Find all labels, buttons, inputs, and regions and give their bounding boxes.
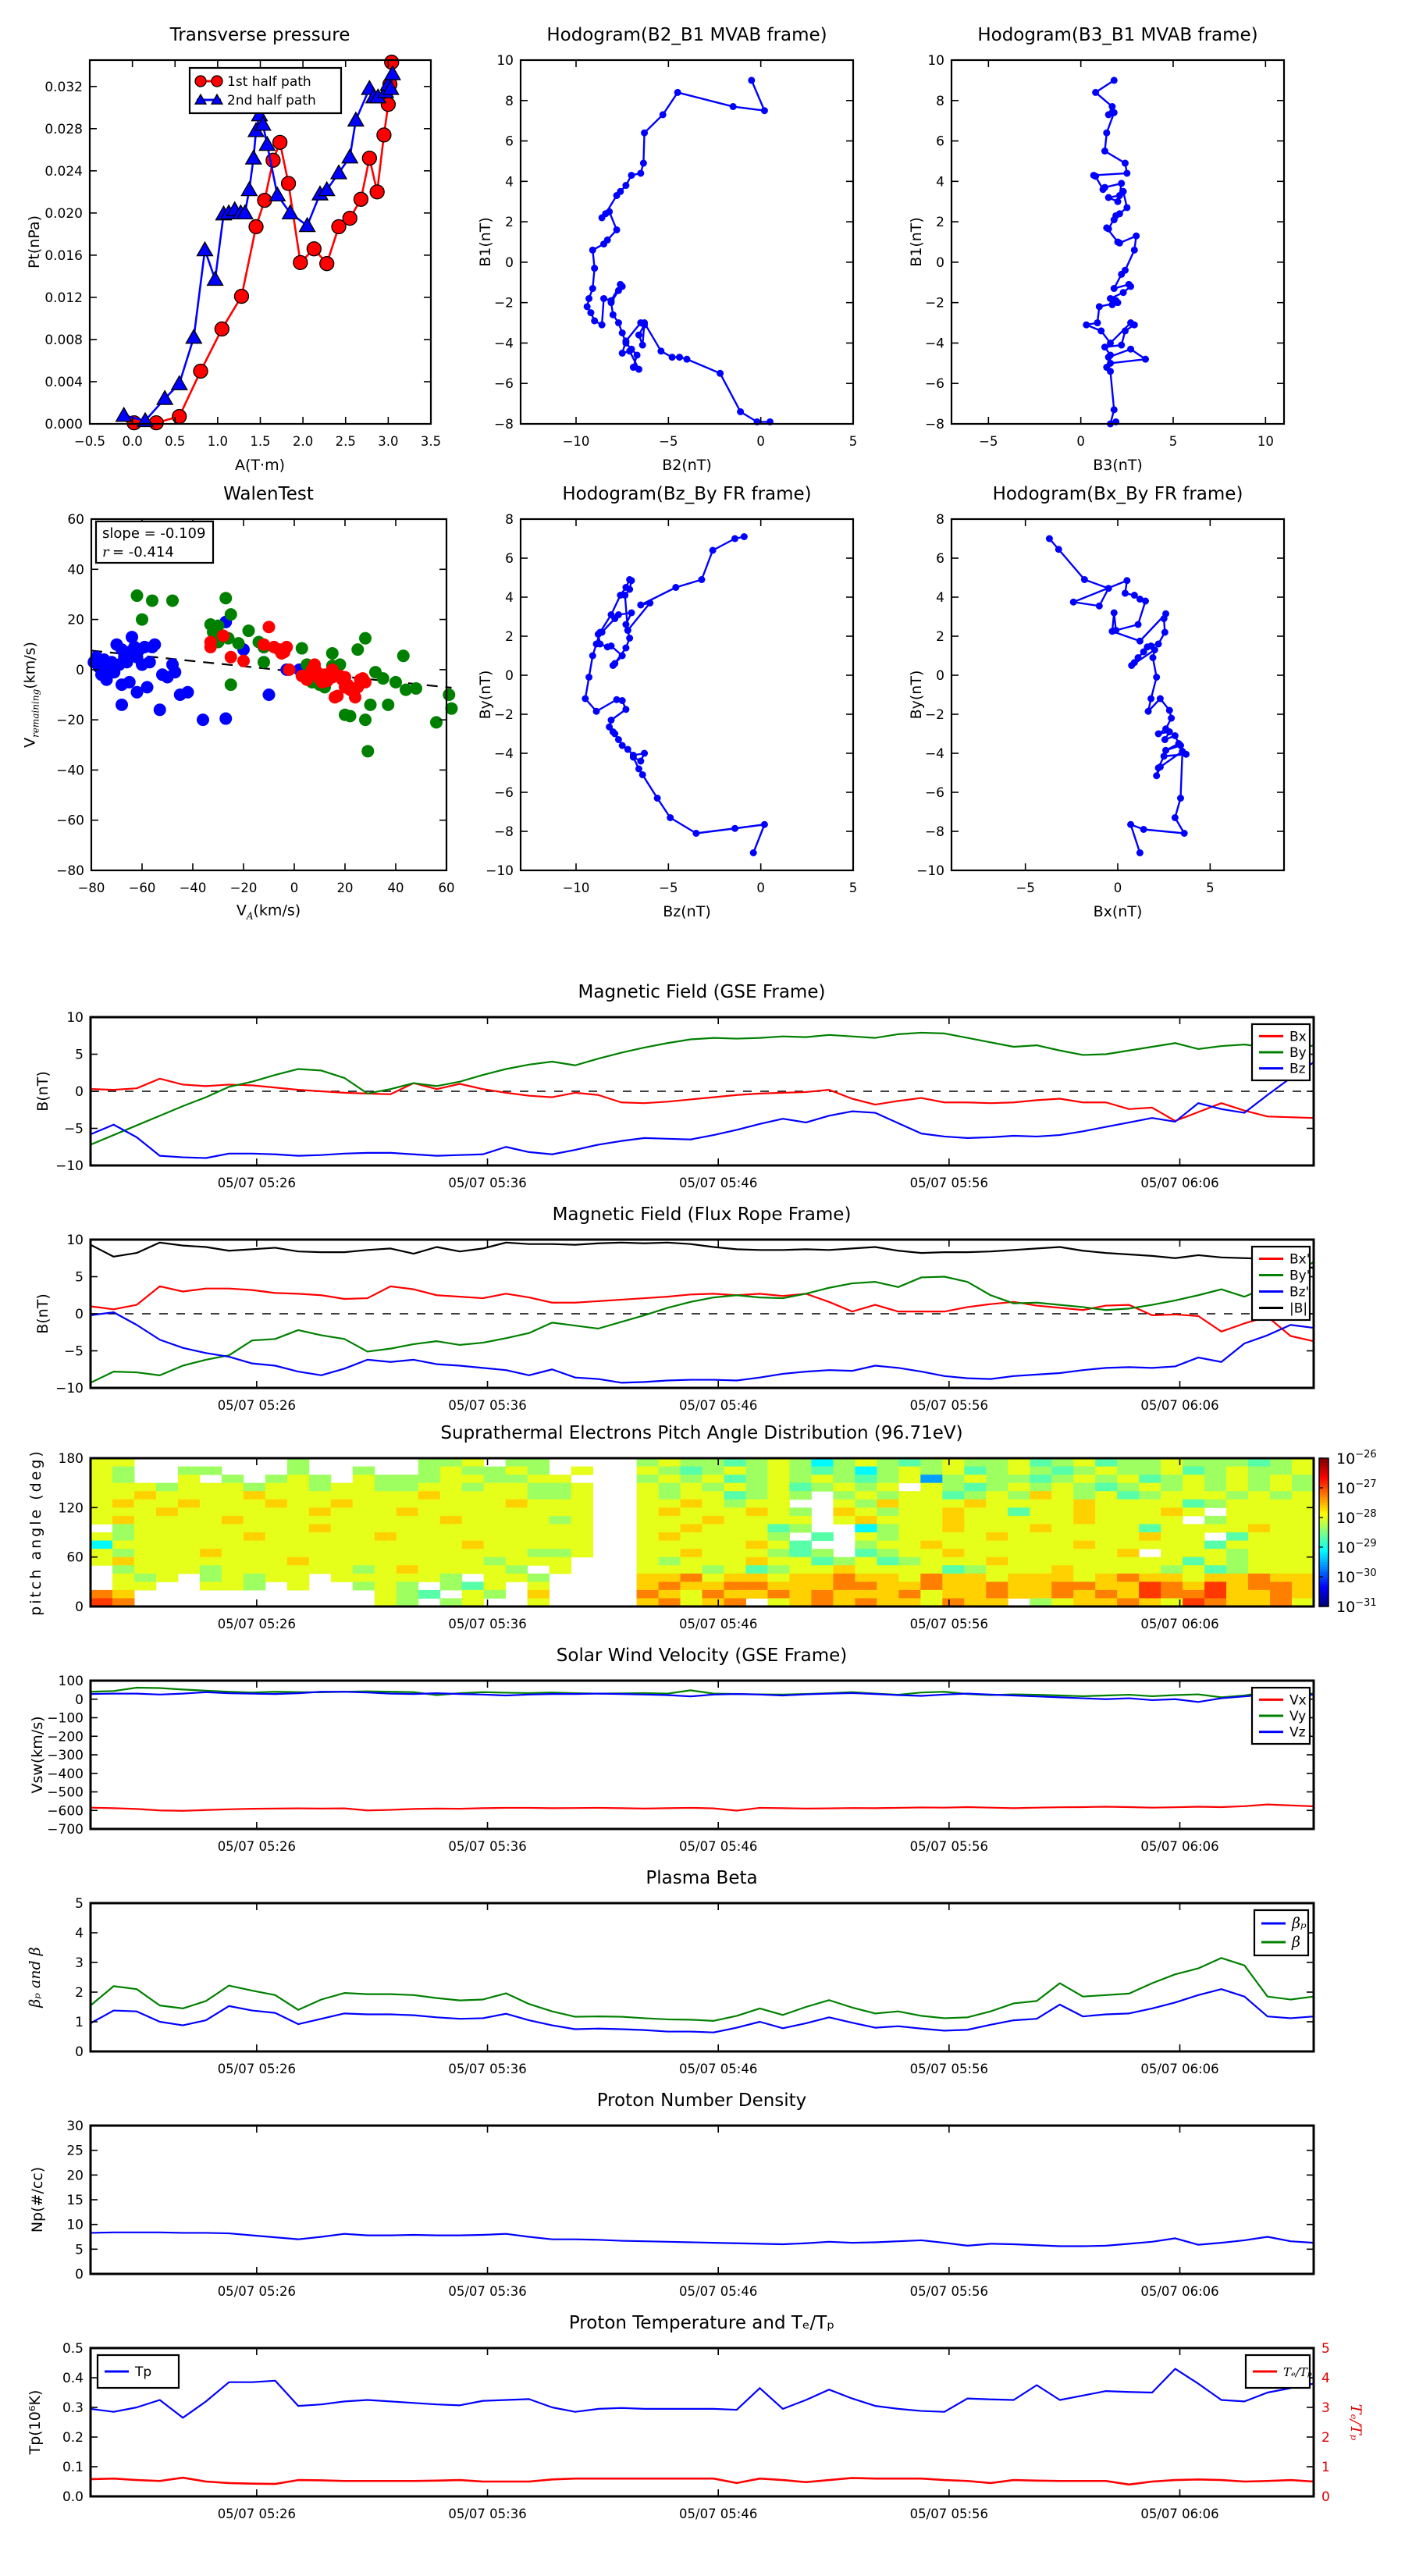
ylabel-bnt-gse: B(nT): [34, 1071, 52, 1112]
svg-text:5: 5: [848, 881, 858, 895]
svg-text:05/07 05:46: 05/07 05:46: [679, 1398, 758, 1413]
svg-text:−40: −40: [56, 763, 84, 779]
ylabel-pitch: pitch angle (deg): [27, 1449, 44, 1616]
svg-text:0: 0: [290, 881, 299, 895]
svg-text:6: 6: [505, 551, 514, 567]
svg-text:0.0: 0.0: [122, 434, 143, 449]
xlabel-b3: B3(nT): [1093, 457, 1143, 474]
svg-text:6: 6: [936, 551, 944, 567]
svg-text:−300: −300: [47, 1748, 84, 1763]
svg-text:05/07 06:06: 05/07 06:06: [1140, 2062, 1219, 2076]
svg-text:60: 60: [438, 881, 455, 895]
panel-vsw: [47, 1674, 1314, 1854]
svg-text:2: 2: [75, 1985, 84, 2001]
svg-text:−10: −10: [55, 1158, 84, 1174]
svg-text:2: 2: [1321, 2430, 1330, 2446]
svg-text:0: 0: [505, 254, 514, 271]
ylabel-pt: Pt(nPa): [26, 215, 43, 269]
svg-text:−5: −5: [63, 1343, 84, 1360]
svg-text:0: 0: [1321, 2489, 1330, 2505]
svg-text:−8: −8: [924, 417, 944, 432]
svg-text:4: 4: [936, 590, 944, 606]
svg-text:20: 20: [336, 881, 354, 895]
ylabel-b1-right: B1(nT): [908, 217, 925, 267]
svg-text:30: 30: [66, 2119, 84, 2134]
svg-text:05/07 06:06: 05/07 06:06: [1140, 2507, 1219, 2521]
svg-text:10: 10: [66, 1233, 84, 1248]
svg-text:8: 8: [936, 93, 944, 109]
svg-text:5: 5: [1206, 881, 1215, 895]
svg-text:−60: −60: [56, 813, 84, 829]
svg-text:6: 6: [505, 133, 514, 150]
ylabel-vsw: Vsw(km/s): [29, 1716, 46, 1794]
xlabel-bz: Bz(nT): [663, 903, 711, 920]
svg-text:05/07 05:36: 05/07 05:36: [448, 1398, 527, 1413]
svg-text:r: r: [102, 544, 109, 560]
svg-text:2: 2: [505, 215, 514, 231]
svg-text:05/07 06:06: 05/07 06:06: [1140, 1176, 1219, 1190]
svg-text:8: 8: [936, 512, 944, 528]
svg-text:05/07 05:36: 05/07 05:36: [448, 1176, 527, 1190]
svg-text:−4: −4: [493, 746, 514, 762]
svg-text:Bx: Bx: [1289, 1029, 1307, 1045]
svg-text:−6: −6: [924, 785, 944, 801]
svg-text:1: 1: [75, 2015, 84, 2030]
svg-text:By': By': [1289, 1268, 1311, 1284]
svg-text:−400: −400: [47, 1766, 84, 1782]
xlabel-bx: Bx(nT): [1093, 903, 1143, 920]
svg-text:4: 4: [505, 590, 514, 606]
svg-text:1st half path: 1st half path: [227, 74, 311, 90]
svg-text:05/07 06:06: 05/07 06:06: [1140, 1839, 1219, 1854]
svg-text:slope = -0.109: slope = -0.109: [102, 525, 206, 542]
svg-text:05/07 05:56: 05/07 05:56: [909, 2062, 989, 2076]
svg-text:05/07 05:56: 05/07 05:56: [909, 1176, 989, 1190]
svg-text:60: 60: [66, 1550, 84, 1566]
svg-text:0: 0: [756, 881, 765, 895]
svg-text:0: 0: [76, 662, 84, 678]
svg-text:Bz': Bz': [1289, 1284, 1310, 1300]
title-transverse-pressure: Transverse pressure: [169, 25, 350, 45]
svg-text:10−27: $10^{-27}$: [1336, 1478, 1377, 1497]
svg-text:−80: −80: [56, 863, 84, 879]
svg-text:10−30: $10^{-30}$: [1336, 1567, 1377, 1586]
svg-text:0.2: 0.2: [62, 2430, 84, 2446]
xlabel-va: $V_A(km/s)$: [236, 902, 301, 922]
title-beta: Plasma Beta: [646, 1868, 758, 1888]
svg-text:1.0: 1.0: [207, 434, 228, 449]
svg-text:2nd half path: 2nd half path: [227, 93, 316, 109]
svg-text:0.012: 0.012: [44, 290, 83, 306]
svg-text:4: 4: [505, 174, 514, 190]
svg-text:3: 3: [1321, 2400, 1330, 2416]
svg-text:10−31: $10^{-31}$: [1336, 1597, 1377, 1616]
svg-text:0.032: 0.032: [44, 79, 83, 95]
svg-text:6: 6: [936, 133, 944, 150]
svg-text:−5: −5: [979, 434, 998, 449]
panel-walen: [56, 512, 457, 895]
svg-text:−4: −4: [924, 336, 944, 352]
svg-text:05/07 05:26: 05/07 05:26: [217, 2062, 297, 2076]
svg-text:60: 60: [67, 512, 84, 528]
svg-text:05/07 05:46: 05/07 05:46: [679, 1176, 758, 1190]
panel-temp: [62, 2341, 1330, 2521]
panel-hodo_b3b1: [925, 53, 1284, 449]
title-mag-gse: Magnetic Field (GSE Frame): [578, 982, 826, 1002]
svg-text:5: 5: [75, 2242, 84, 2258]
svg-text:0.5: 0.5: [62, 2341, 84, 2357]
svg-text:1: 1: [1321, 2460, 1330, 2475]
title-hodogram-bxby: Hodogram(Bx_By FR frame): [992, 484, 1243, 504]
svg-text:8: 8: [505, 93, 514, 109]
svg-text:40: 40: [67, 562, 84, 578]
svg-text:0: 0: [75, 2044, 84, 2060]
svg-text:|B|: |B|: [1289, 1300, 1308, 1317]
svg-text:−600: −600: [47, 1803, 84, 1820]
svg-text:−8: −8: [924, 824, 944, 840]
svg-text:20: 20: [66, 2168, 84, 2184]
svg-text:4: 4: [75, 1926, 84, 1941]
svg-text:5: 5: [75, 1269, 84, 1286]
svg-text:4: 4: [936, 174, 944, 190]
svg-text:05/07 05:46: 05/07 05:46: [679, 2062, 758, 2076]
svg-text:2.5: 2.5: [335, 434, 356, 449]
svg-text:100: 100: [58, 1674, 84, 1689]
svg-text:05/07 05:56: 05/07 05:56: [909, 1398, 989, 1413]
svg-text:0: 0: [1113, 881, 1122, 895]
ylabel-vremaining: $V_{remaining}(km/s)$: [21, 642, 41, 748]
svg-text:2.0: 2.0: [293, 434, 314, 449]
svg-text:3.5: 3.5: [420, 434, 442, 449]
svg-text:05/07 05:56: 05/07 05:56: [909, 2284, 989, 2299]
svg-text:05/07 05:46: 05/07 05:46: [679, 2507, 758, 2521]
panel-hodo_bzby: [486, 512, 857, 895]
svg-text:10−29: $10^{-29}$: [1336, 1538, 1377, 1557]
panel-mag_fr: [55, 1233, 1314, 1413]
svg-text:3.0: 3.0: [378, 434, 399, 449]
svg-text:10: 10: [496, 53, 514, 69]
svg-text:05/07 05:26: 05/07 05:26: [217, 1398, 297, 1413]
svg-text:β: β: [1292, 1934, 1300, 1951]
title-density: Proton Number Density: [596, 2090, 807, 2111]
ylabel-by-left: By(nT): [477, 670, 494, 720]
svg-text:−500: −500: [47, 1784, 84, 1801]
svg-text:−0.5: −0.5: [73, 434, 106, 449]
panel-press: [44, 55, 441, 449]
svg-text:05/07 05:26: 05/07 05:26: [217, 1176, 297, 1190]
svg-text:0.016: 0.016: [44, 247, 83, 264]
ylabel-bnt-fr: B(nT): [34, 1293, 52, 1334]
svg-text:0: 0: [75, 1307, 84, 1322]
svg-text:05/07 05:36: 05/07 05:36: [448, 2284, 527, 2299]
panel-pad: [59, 1449, 1377, 1631]
svg-text:−5: −5: [63, 1121, 84, 1137]
svg-text:20: 20: [67, 612, 84, 628]
title-walentest: WalenTest: [223, 484, 314, 504]
svg-text:25: 25: [66, 2143, 84, 2159]
svg-text:5: 5: [1321, 2341, 1330, 2357]
ylabel-by-right: By(nT): [908, 670, 925, 720]
svg-text:05/07 05:46: 05/07 05:46: [679, 2284, 758, 2299]
svg-text:0.4: 0.4: [62, 2371, 84, 2386]
title-hodogram-bzby: Hodogram(Bz_By FR frame): [562, 484, 812, 504]
svg-text:0.1: 0.1: [62, 2460, 84, 2475]
svg-text:−60: −60: [128, 881, 156, 895]
svg-text:−10: −10: [55, 1381, 84, 1397]
svg-text:8: 8: [505, 512, 514, 528]
panel-beta: [75, 1896, 1314, 2076]
svg-text:−700: −700: [47, 1822, 84, 1838]
svg-text:−10: −10: [486, 863, 514, 879]
svg-text:−5: −5: [659, 881, 678, 895]
svg-text:0: 0: [75, 1692, 84, 1708]
svg-text:Vx: Vx: [1289, 1692, 1307, 1709]
title-hodogram-b3b1: Hodogram(B3_B1 MVAB frame): [977, 25, 1258, 45]
svg-text:−10: −10: [562, 881, 590, 895]
svg-text:1.5: 1.5: [250, 434, 271, 449]
svg-text:05/07 05:36: 05/07 05:36: [448, 2062, 527, 2076]
svg-text:10: 10: [66, 1010, 84, 1026]
svg-text:βₚ: βₚ: [1292, 1915, 1307, 1932]
xlabel-b2: B2(nT): [662, 457, 712, 474]
svg-text:10: 10: [1257, 434, 1274, 449]
svg-text:0.028: 0.028: [44, 121, 83, 137]
svg-text:0.004: 0.004: [44, 374, 83, 390]
svg-text:−40: −40: [179, 881, 207, 895]
svg-text:−8: −8: [493, 824, 514, 840]
panel-density: [66, 2119, 1314, 2299]
svg-text:Vy: Vy: [1289, 1709, 1307, 1724]
svg-text:−4: −4: [924, 746, 944, 762]
svg-text:05/07 06:06: 05/07 06:06: [1140, 1398, 1219, 1413]
ylabel-tp: Tp(10⁶K): [27, 2389, 44, 2455]
svg-text:05/07 05:46: 05/07 05:46: [679, 1839, 758, 1854]
svg-text:05/07 05:26: 05/07 05:26: [217, 2507, 297, 2521]
title-temperature: Proton Temperature and Tₑ/Tₚ: [568, 2313, 835, 2333]
svg-text:−6: −6: [924, 376, 944, 393]
svg-text:5: 5: [75, 1047, 84, 1063]
svg-text:−80: −80: [77, 881, 105, 895]
svg-text:−6: −6: [493, 785, 514, 801]
svg-text:−5: −5: [659, 434, 678, 449]
ylabel-tetp: Tₑ/Tₚ: [1347, 2403, 1364, 2441]
ylabel-b1-left: B1(nT): [477, 217, 494, 267]
svg-text:Bx': Bx': [1289, 1251, 1311, 1268]
svg-text:−4: −4: [493, 336, 514, 352]
svg-text:05/07 06:06: 05/07 06:06: [1140, 2284, 1219, 2299]
svg-text:0: 0: [756, 434, 765, 449]
svg-text:−6: −6: [493, 376, 514, 393]
ylabel-np: Np(#/cc): [29, 2166, 46, 2233]
svg-text:0: 0: [75, 1599, 84, 1615]
title-mag-fr: Magnetic Field (Flux Rope Frame): [552, 1204, 852, 1225]
panel-hodo_b2b1: [494, 53, 857, 449]
panel-hodo_bxby: [916, 512, 1284, 895]
svg-text:0: 0: [1076, 434, 1085, 449]
svg-text:0: 0: [75, 1084, 84, 1100]
svg-text:= -0.414: = -0.414: [112, 544, 174, 560]
svg-text:−2: −2: [924, 707, 944, 723]
svg-text:15: 15: [66, 2193, 84, 2208]
ylabel-beta: βₚ and β: [27, 1947, 44, 2008]
svg-text:2: 2: [936, 629, 944, 645]
svg-text:−200: −200: [47, 1729, 84, 1745]
svg-text:Vz: Vz: [1289, 1724, 1306, 1741]
svg-text:−2: −2: [493, 707, 514, 723]
svg-text:0: 0: [936, 668, 944, 684]
svg-text:0.5: 0.5: [165, 434, 186, 449]
svg-text:5: 5: [1168, 434, 1178, 449]
svg-text:−100: −100: [47, 1710, 84, 1727]
svg-text:40: 40: [387, 881, 404, 895]
svg-text:180: 180: [58, 1451, 84, 1467]
svg-text:3: 3: [75, 1955, 84, 1971]
svg-text:05/07 06:06: 05/07 06:06: [1140, 1617, 1219, 1631]
svg-text:−8: −8: [493, 417, 514, 432]
svg-text:05/07 05:26: 05/07 05:26: [217, 1617, 297, 1631]
svg-text:Tₑ/Tₚ: Tₑ/Tₚ: [1283, 2365, 1312, 2379]
svg-text:05/07 05:36: 05/07 05:36: [448, 1617, 527, 1631]
svg-text:−10: −10: [916, 863, 944, 879]
svg-text:−10: −10: [562, 434, 590, 449]
svg-text:120: 120: [58, 1500, 84, 1517]
svg-text:0.3: 0.3: [62, 2400, 84, 2416]
svg-text:Tp: Tp: [135, 2364, 152, 2380]
svg-text:05/07 05:26: 05/07 05:26: [217, 1839, 297, 1854]
svg-text:05/07 05:56: 05/07 05:56: [909, 2507, 989, 2521]
svg-text:0: 0: [75, 2267, 84, 2282]
svg-text:0: 0: [936, 254, 944, 271]
panel-mag_gse: [55, 1010, 1314, 1190]
svg-text:0.000: 0.000: [44, 417, 83, 432]
svg-text:4: 4: [1321, 2371, 1330, 2386]
svg-text:0.024: 0.024: [44, 163, 83, 180]
svg-text:By: By: [1289, 1045, 1307, 1061]
svg-text:−2: −2: [493, 295, 514, 311]
svg-text:05/07 05:36: 05/07 05:36: [448, 2507, 527, 2521]
svg-text:5: 5: [75, 1896, 84, 1912]
svg-text:−20: −20: [56, 713, 84, 729]
svg-text:05/07 05:26: 05/07 05:26: [217, 2284, 297, 2299]
svg-text:05/07 05:56: 05/07 05:56: [909, 1617, 989, 1631]
svg-text:2: 2: [936, 215, 944, 231]
svg-text:10−28: $10^{-28}$: [1336, 1508, 1377, 1527]
title-pad: Suprathermal Electrons Pitch Angle Distribution (96.71eV): [440, 1423, 963, 1443]
svg-text:Bz: Bz: [1289, 1061, 1306, 1077]
svg-text:0.020: 0.020: [44, 205, 83, 222]
svg-text:−2: −2: [924, 295, 944, 311]
svg-text:10: 10: [66, 2217, 84, 2233]
svg-text:10: 10: [927, 53, 944, 69]
title-hodogram-b2b1: Hodogram(B2_B1 MVAB frame): [546, 25, 827, 45]
svg-text:0.008: 0.008: [44, 332, 83, 348]
svg-text:0.0: 0.0: [62, 2489, 84, 2505]
svg-text:−5: −5: [1016, 881, 1035, 895]
svg-text:0: 0: [505, 668, 514, 684]
svg-text:−20: −20: [229, 881, 258, 895]
svg-text:05/07 05:56: 05/07 05:56: [909, 1839, 989, 1854]
svg-text:5: 5: [848, 434, 858, 449]
svg-text:05/07 05:36: 05/07 05:36: [448, 1839, 527, 1854]
svg-text:2: 2: [505, 629, 514, 645]
xlabel-atm: A(T·m): [235, 457, 285, 474]
svg-text:05/07 05:46: 05/07 05:46: [679, 1617, 758, 1631]
svg-text:10−26: $10^{-26}$: [1336, 1449, 1377, 1468]
title-vsw: Solar Wind Velocity (GSE Frame): [556, 1646, 848, 1666]
